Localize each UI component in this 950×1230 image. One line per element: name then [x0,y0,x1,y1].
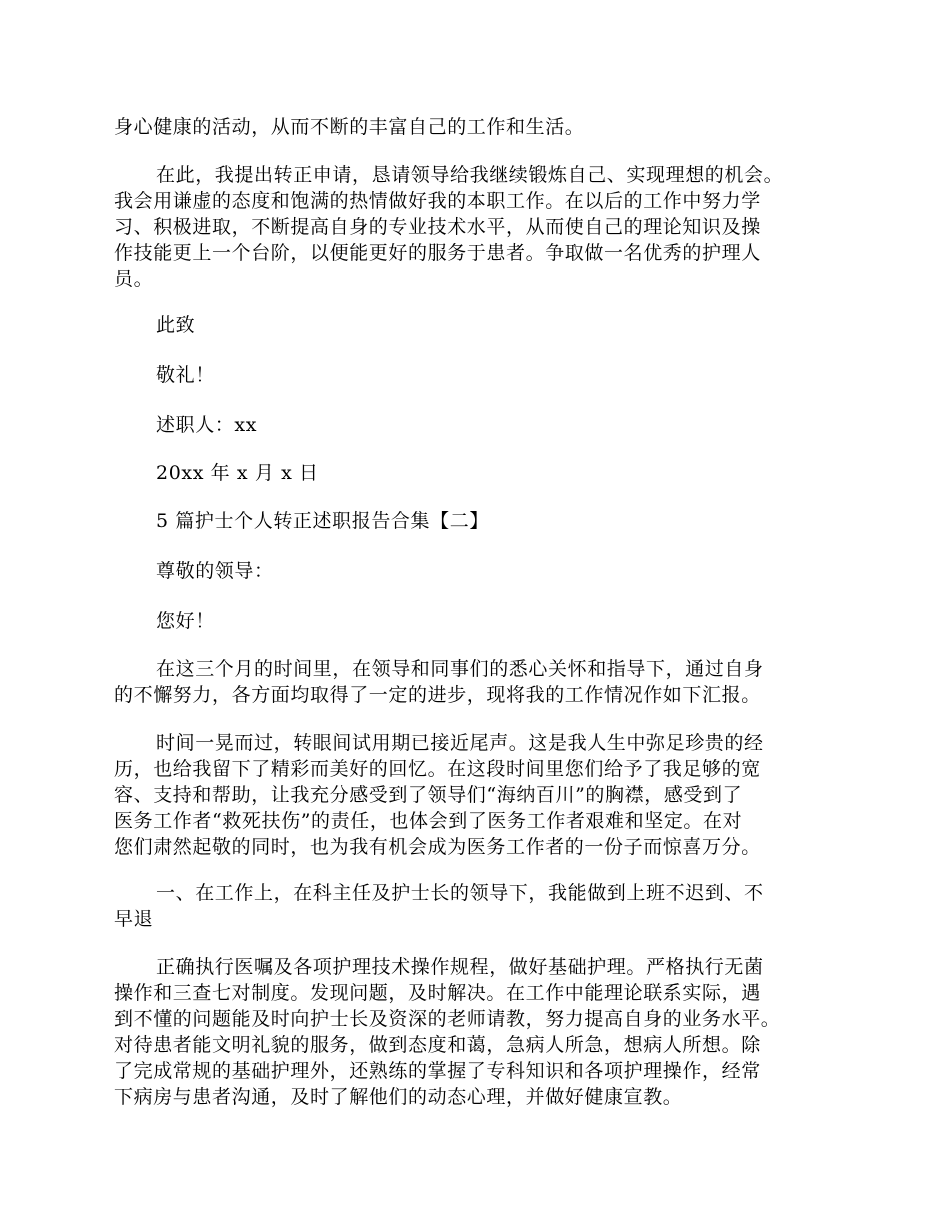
paragraph-line: 历，也给我留下了精彩而美好的回忆。在这段时间里您们给予了我足够的宽 [114,758,761,780]
paragraph-4 [114,730,836,860]
paragraph-line: 在此，我提出转正申请，恳请领导给我继续锻炼自己、实现理想的机会。 [156,164,784,186]
paragraph-6 [114,954,836,1110]
paragraph-5 [114,880,836,932]
paragraph-3 [114,656,836,708]
paragraph-line: 您们肃然起敬的同时，也为我有机会成为医务工作者的一份子而惊喜万分。 [114,836,761,858]
paragraph-line: 员。 [114,268,154,290]
paragraph-line: 的不懈努力，各方面均取得了一定的进步，现将我的工作情况作如下汇报。 [114,684,761,706]
section-title: 5 篇护士个人转正述职报告合集【二】 [156,510,489,532]
paragraph-line: 早退 [114,908,154,930]
paragraph-line: 到不懂的问题能及时向护士长及资深的老师请教，努力提高自身的业务水平。 [114,1008,781,1030]
greeting-text: 尊敬的领导： [156,560,274,582]
paragraph-line: 作技能更上一个台阶，以便能更好的服务于患者。争取做一名优秀的护理人 [114,242,761,264]
paragraph-line: 习、积极进取，不断提高自身的专业技术水平，从而使自己的理论知识及操 [114,216,761,238]
paragraph-line: 医务工作者“救死扶伤”的责任，也体会到了医务工作者艰难和坚定。在对 [114,810,743,832]
paragraph-line: 身心健康的活动，从而不断的丰富自己的工作和生活。 [114,116,585,138]
signer-text: 述职人：xx [156,414,258,436]
paragraph-line: 对待患者能文明礼貌的服务，做到态度和蔼，急病人所急，想病人所想。除 [114,1034,761,1056]
paragraph-line: 正确执行医嘱及各项护理技术操作规程，做好基础护理。严格执行无菌 [156,956,764,978]
paragraph-line: 下病房与患者沟通，及时了解他们的动态心理，并做好健康宣教。 [114,1086,683,1108]
paragraph-line: 操作和三查七对制度。发现问题，及时解决。在工作中能理论联系实际，遇 [114,982,761,1004]
paragraph-line: 我会用谦虚的态度和饱满的热情做好我的本职工作。在以后的工作中努力学 [114,190,761,212]
paragraph-line: 一、在工作上，在科主任及护士长的领导下，我能做到上班不迟到、不 [156,882,764,904]
paragraph-2 [114,162,836,292]
hello-text: 您好！ [156,610,215,632]
paragraph-line: 了完成常规的基础护理外，还熟练的掌握了专科知识和各项护理操作，经常 [114,1060,761,1082]
date-text: 20xx 年 x 月 x 日 [156,462,319,484]
closing-text: 此致 [156,314,196,336]
paragraph-line: 在这三个月的时间里，在领导和同事们的悉心关怀和指导下，通过自身 [156,658,764,680]
paragraph-line: 时间一晃而过，转眼间试用期已接近尾声。这是我人生中弥足珍贵的经 [156,732,764,754]
paragraph-1 [114,114,836,140]
paragraph-line: 容、支持和帮助，让我充分感受到了领导们“海纳百川”的胸襟，感受到了 [114,784,743,806]
salute-text: 敬礼！ [156,364,215,386]
